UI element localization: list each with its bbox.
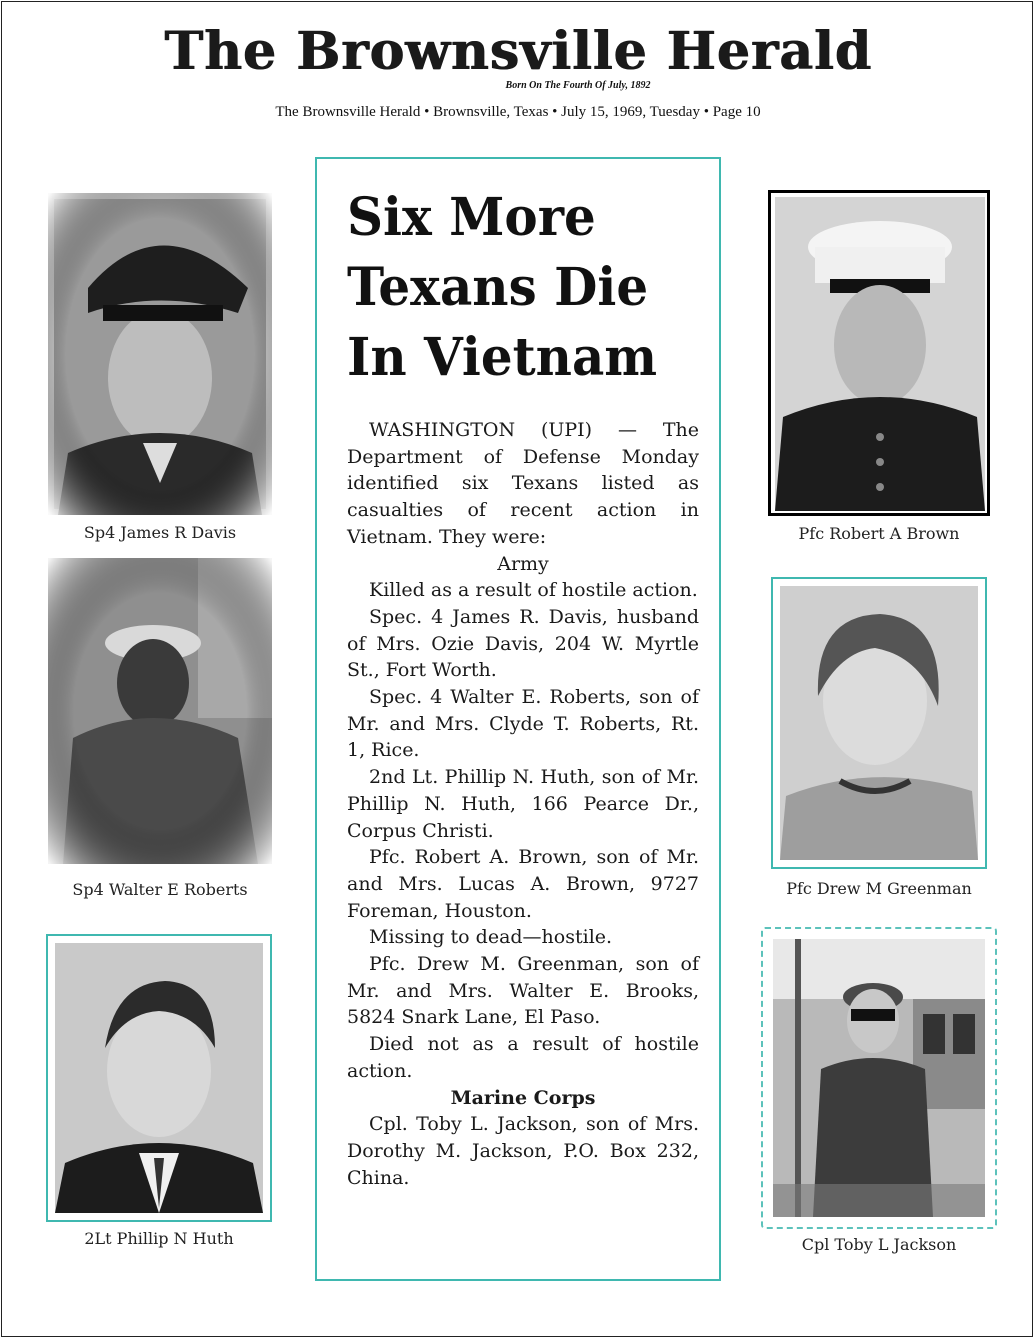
section-heading-marine-corps: Marine Corps — [450, 1086, 596, 1109]
article-paragraph: Pfc. Drew M. Greenman, son of Mr. and Mrs. Walter E. Brooks, 5824 Snark Lane, El Paso. — [347, 953, 699, 1029]
caption-phillip-huth: 2Lt Phillip N Huth — [84, 1229, 234, 1248]
photo-walter-roberts — [48, 558, 272, 864]
headline-line-1: Six More — [347, 187, 596, 248]
article-paragraph: Missing to dead—hostile. — [369, 926, 613, 949]
article-paragraph: Pfc. Robert A. Brown, son of Mr. and Mrs. Lucas A. Brown, 9727 Foreman, Houston. — [347, 846, 699, 922]
article-headline — [347, 183, 693, 393]
dateline: The Brownsville Herald • Brownsville, Texas • July 15, 1969, Tuesday • Page 10 — [275, 104, 761, 120]
headline-line-3: In Vietnam — [347, 327, 658, 388]
caption-drew-greenman: Pfc Drew M Greenman — [786, 879, 972, 898]
article-paragraph: Died not as a result of hostile action. — [347, 1033, 699, 1082]
photo-james-davis — [48, 193, 272, 515]
masthead — [0, 22, 1036, 92]
caption-james-davis: Sp4 James R Davis — [83, 523, 237, 542]
photo-toby-jackson — [761, 927, 997, 1229]
caption-robert-brown: Pfc Robert A Brown — [798, 524, 960, 543]
article-paragraph: Cpl. Toby L. Jackson, son of Mrs. Dorothy M. Jackson, P.O. Box 232, China. — [347, 1113, 699, 1189]
article-paragraph: 2nd Lt. Phillip N. Huth, son of Mr. Phillip N. Huth, 166 Pearce Dr., Corpus Christi. — [347, 766, 699, 842]
masthead-subtitle: Born On The Fourth Of July, 1892 — [505, 80, 651, 91]
photo-robert-brown — [768, 190, 990, 516]
masthead-title: The Brownsville Herald — [164, 21, 872, 82]
caption-toby-jackson: Cpl Toby L Jackson — [801, 1235, 957, 1254]
article — [315, 157, 721, 1281]
article-paragraph: Killed as a result of hostile action. — [369, 579, 698, 602]
article-body — [347, 417, 699, 1191]
photo-phillip-huth — [46, 934, 272, 1222]
article-paragraph: WASHINGTON (UPI) — The Department of Defense Monday identified six Texans listed as casualties of recent action in Vietnam. They were: — [347, 419, 699, 548]
article-paragraph: Spec. 4 Walter E. Roberts, son of Mr. and Mrs. Clyde T. Roberts, Rt. 1, Rice. — [347, 686, 699, 762]
photo-drew-greenman — [771, 577, 987, 869]
caption-walter-roberts: Sp4 Walter E Roberts — [72, 880, 248, 899]
headline-line-2: Texans Die — [347, 257, 649, 318]
section-heading-army: Army — [497, 552, 549, 575]
article-paragraph: Spec. 4 James R. Davis, husband of Mrs. Ozie Davis, 204 W. Myrtle St., Fort Worth. — [347, 605, 699, 682]
